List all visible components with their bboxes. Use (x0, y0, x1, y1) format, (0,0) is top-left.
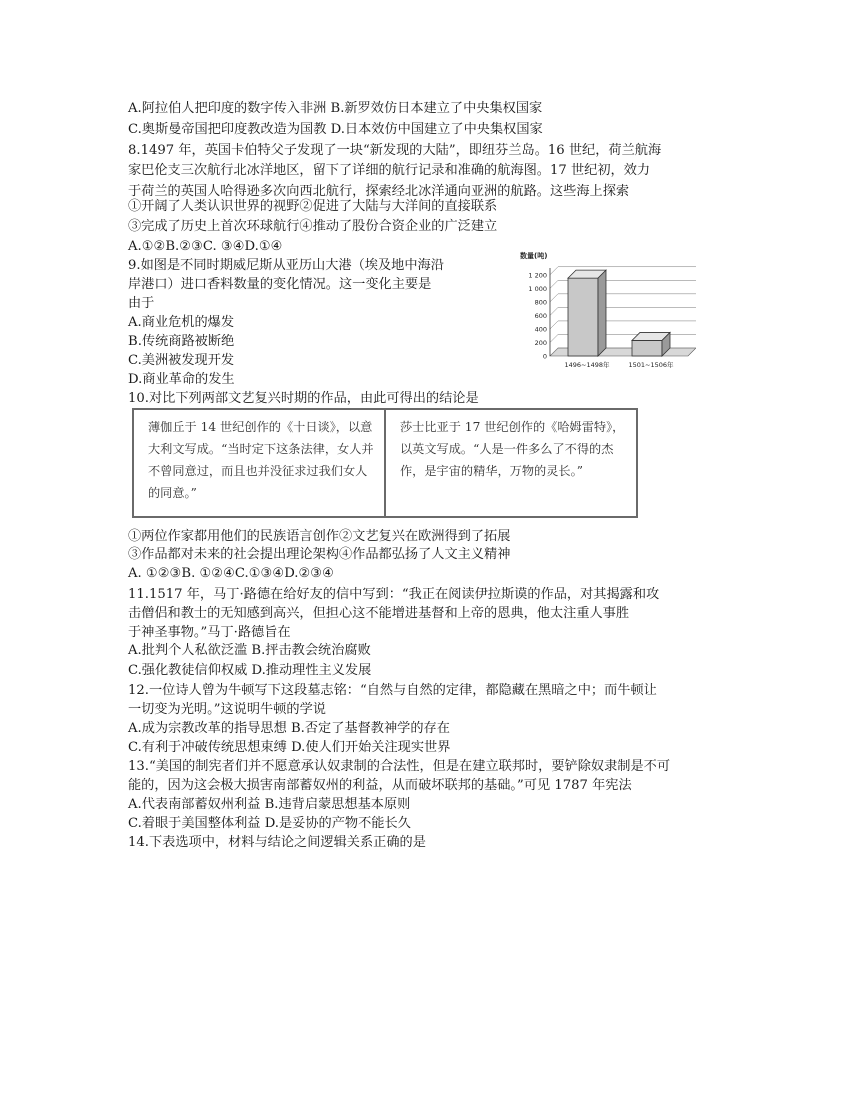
q7-options-cd: C.奥斯曼帝国把印度教改造为国教 D.日本效仿中国建立了中央集权国家 (128, 122, 543, 137)
y-tick-label: 0 (542, 352, 547, 361)
q12-options-ab: A.成为宗教改革的指导思想 B.否定了基督教神学的存在 (128, 721, 450, 736)
y-tick-label: 600 (534, 311, 547, 320)
q11-stem-3: 于神圣事物。”马丁·路德旨在 (128, 625, 291, 640)
spice-import-chart (516, 244, 696, 374)
bar-side (598, 270, 606, 356)
x-tick-label: 1501~1506年 (628, 361, 674, 369)
q8-statements-1: ①开阔了人类认识世界的视野②促进了大陆与大洋间的直接联系 (128, 199, 498, 214)
bar-front (632, 340, 662, 356)
q9-stem-2: 岸港口）进口香料数量的变化情况。这一变化主要是 (128, 277, 432, 292)
q9-option-b: B.传统商路被断绝 (128, 334, 235, 349)
y-tick-label: 400 (534, 325, 547, 334)
q10-statements-2: ③作品都对未来的社会提出理论架构④作品都弘扬了人文主义精神 (128, 547, 511, 562)
q11-stem-1: 11.1517 年，马丁·路德在给好友的信中写到：“我正在阅读伊拉斯谟的作品，对其揭露和攻 (128, 587, 660, 602)
q12-stem-2: 一切变为光明。”这说明牛顿的学说 (128, 702, 326, 717)
q11-options-cd: C.强化教徒信仰权威 D.推动理性主义发展 (128, 663, 372, 678)
y-axis-label: 数量(吨) (520, 252, 548, 260)
q9-option-c: C.美洲被发现开发 (128, 353, 235, 368)
q13-stem-1: 13.“美国的制宪者们并不愿意承认奴隶制的合法性，但是在建立联邦时，要铲除奴隶制是不可 (128, 759, 671, 774)
q9-stem-1: 9.如图是不同时期威尼斯从亚历山大港（埃及地中海沿 (128, 258, 444, 273)
q8-statements-2: ③完成了历史上首次环球航行④推动了股份合资企业的广泛建立 (128, 219, 498, 234)
q9-option-a: A.商业危机的爆发 (128, 315, 235, 330)
q12-stem-1: 12.一位诗人曾为牛顿写下这段墓志铭：“自然与自然的定律，都隐藏在黑暗之中；而牛顿让 (128, 683, 657, 698)
q9-option-d: D.商业革命的发生 (128, 372, 235, 387)
q11-options-ab: A.批判个人私欲泛滥 B.抨击教会统治腐败 (128, 643, 371, 658)
q14-stem: 14.下表选项中，材料与结论之间逻辑关系正确的是 (128, 835, 426, 850)
gridline-side (550, 267, 558, 275)
x-tick-label: 1496~1498年 (564, 361, 610, 369)
q7-options-ab: A.阿拉伯人把印度的数字传入非洲 B.新罗效仿日本建立了中央集权国家 (128, 101, 543, 116)
gridline-side (550, 294, 558, 302)
literature-compare-table (132, 408, 638, 518)
hamlet-cell: 莎士比亚于 17 世纪创作的《哈姆雷特》，以英文写成。“人是一件多么了不得的杰作，是宇宙的精华，万物的灵长。” (384, 410, 636, 516)
q10-statements-1: ①两位作家都用他们的民族语言创作②文艺复兴在欧洲得到了拓展 (128, 529, 511, 544)
gridline-side (550, 307, 558, 315)
gridline-side (550, 280, 558, 288)
y-tick-label: 1 200 (528, 271, 547, 280)
q8-stem-2: 家巴伦支三次航行北冰洋地区，留下了详细的航行记录和准确的航海图。17 世纪初，效力 (128, 163, 651, 178)
q9-stem-3: 由于 (128, 296, 155, 311)
q13-stem-2: 能的，因为这会极大损害南部蓄奴州的利益，从而破坏联邦的基础。”可见 1787 年宪法 (128, 778, 632, 793)
q11-stem-2: 击僧侣和教士的无知感到高兴，但担心这不能增进基督和上帝的恩典，他太注重人事胜 (128, 606, 630, 621)
q8-stem-1: 8.1497 年，英国卡伯特父子发现了一块“新发现的大陆”，即纽芬兰岛。16 世纪，荷兰航海 (128, 143, 662, 158)
y-tick-label: 1 000 (528, 284, 547, 293)
q10-stem: 10.对比下列两部文艺复兴时期的作品，由此可得出的结论是 (128, 391, 479, 406)
q8-stem-3: 于荷兰的英国人哈得逊多次向西北航行，探索经北冰洋通向亚洲的航路。这些海上探索 (128, 184, 630, 199)
decameron-cell: 薄伽丘于 14 世纪创作的《十日谈》，以意大利文写成。“当时定下这条法律，女人并不曾同意过，而且也并没征求过我们女人的同意。” (148, 420, 374, 500)
y-tick-label: 200 (534, 338, 547, 347)
gridline-side (550, 334, 558, 342)
q10-options: A. ①②③B. ①②④C.①③④D.②③④ (128, 566, 334, 581)
q8-options: A.①②B.②③C. ③④D.①④ (128, 239, 283, 254)
q13-options-ab: A.代表南部蓄奴州利益 B.违背启蒙思想基本原则 (128, 797, 411, 812)
q13-options-cd: C.着眼于美国整体利益 D.是妥协的产物不能长久 (128, 816, 411, 831)
q12-options-cd: C.有利于冲破传统思想束缚 D.使人们开始关注现实世界 (128, 740, 451, 755)
bar-front (568, 278, 598, 356)
gridline-side (550, 321, 558, 329)
y-tick-label: 800 (534, 298, 547, 307)
